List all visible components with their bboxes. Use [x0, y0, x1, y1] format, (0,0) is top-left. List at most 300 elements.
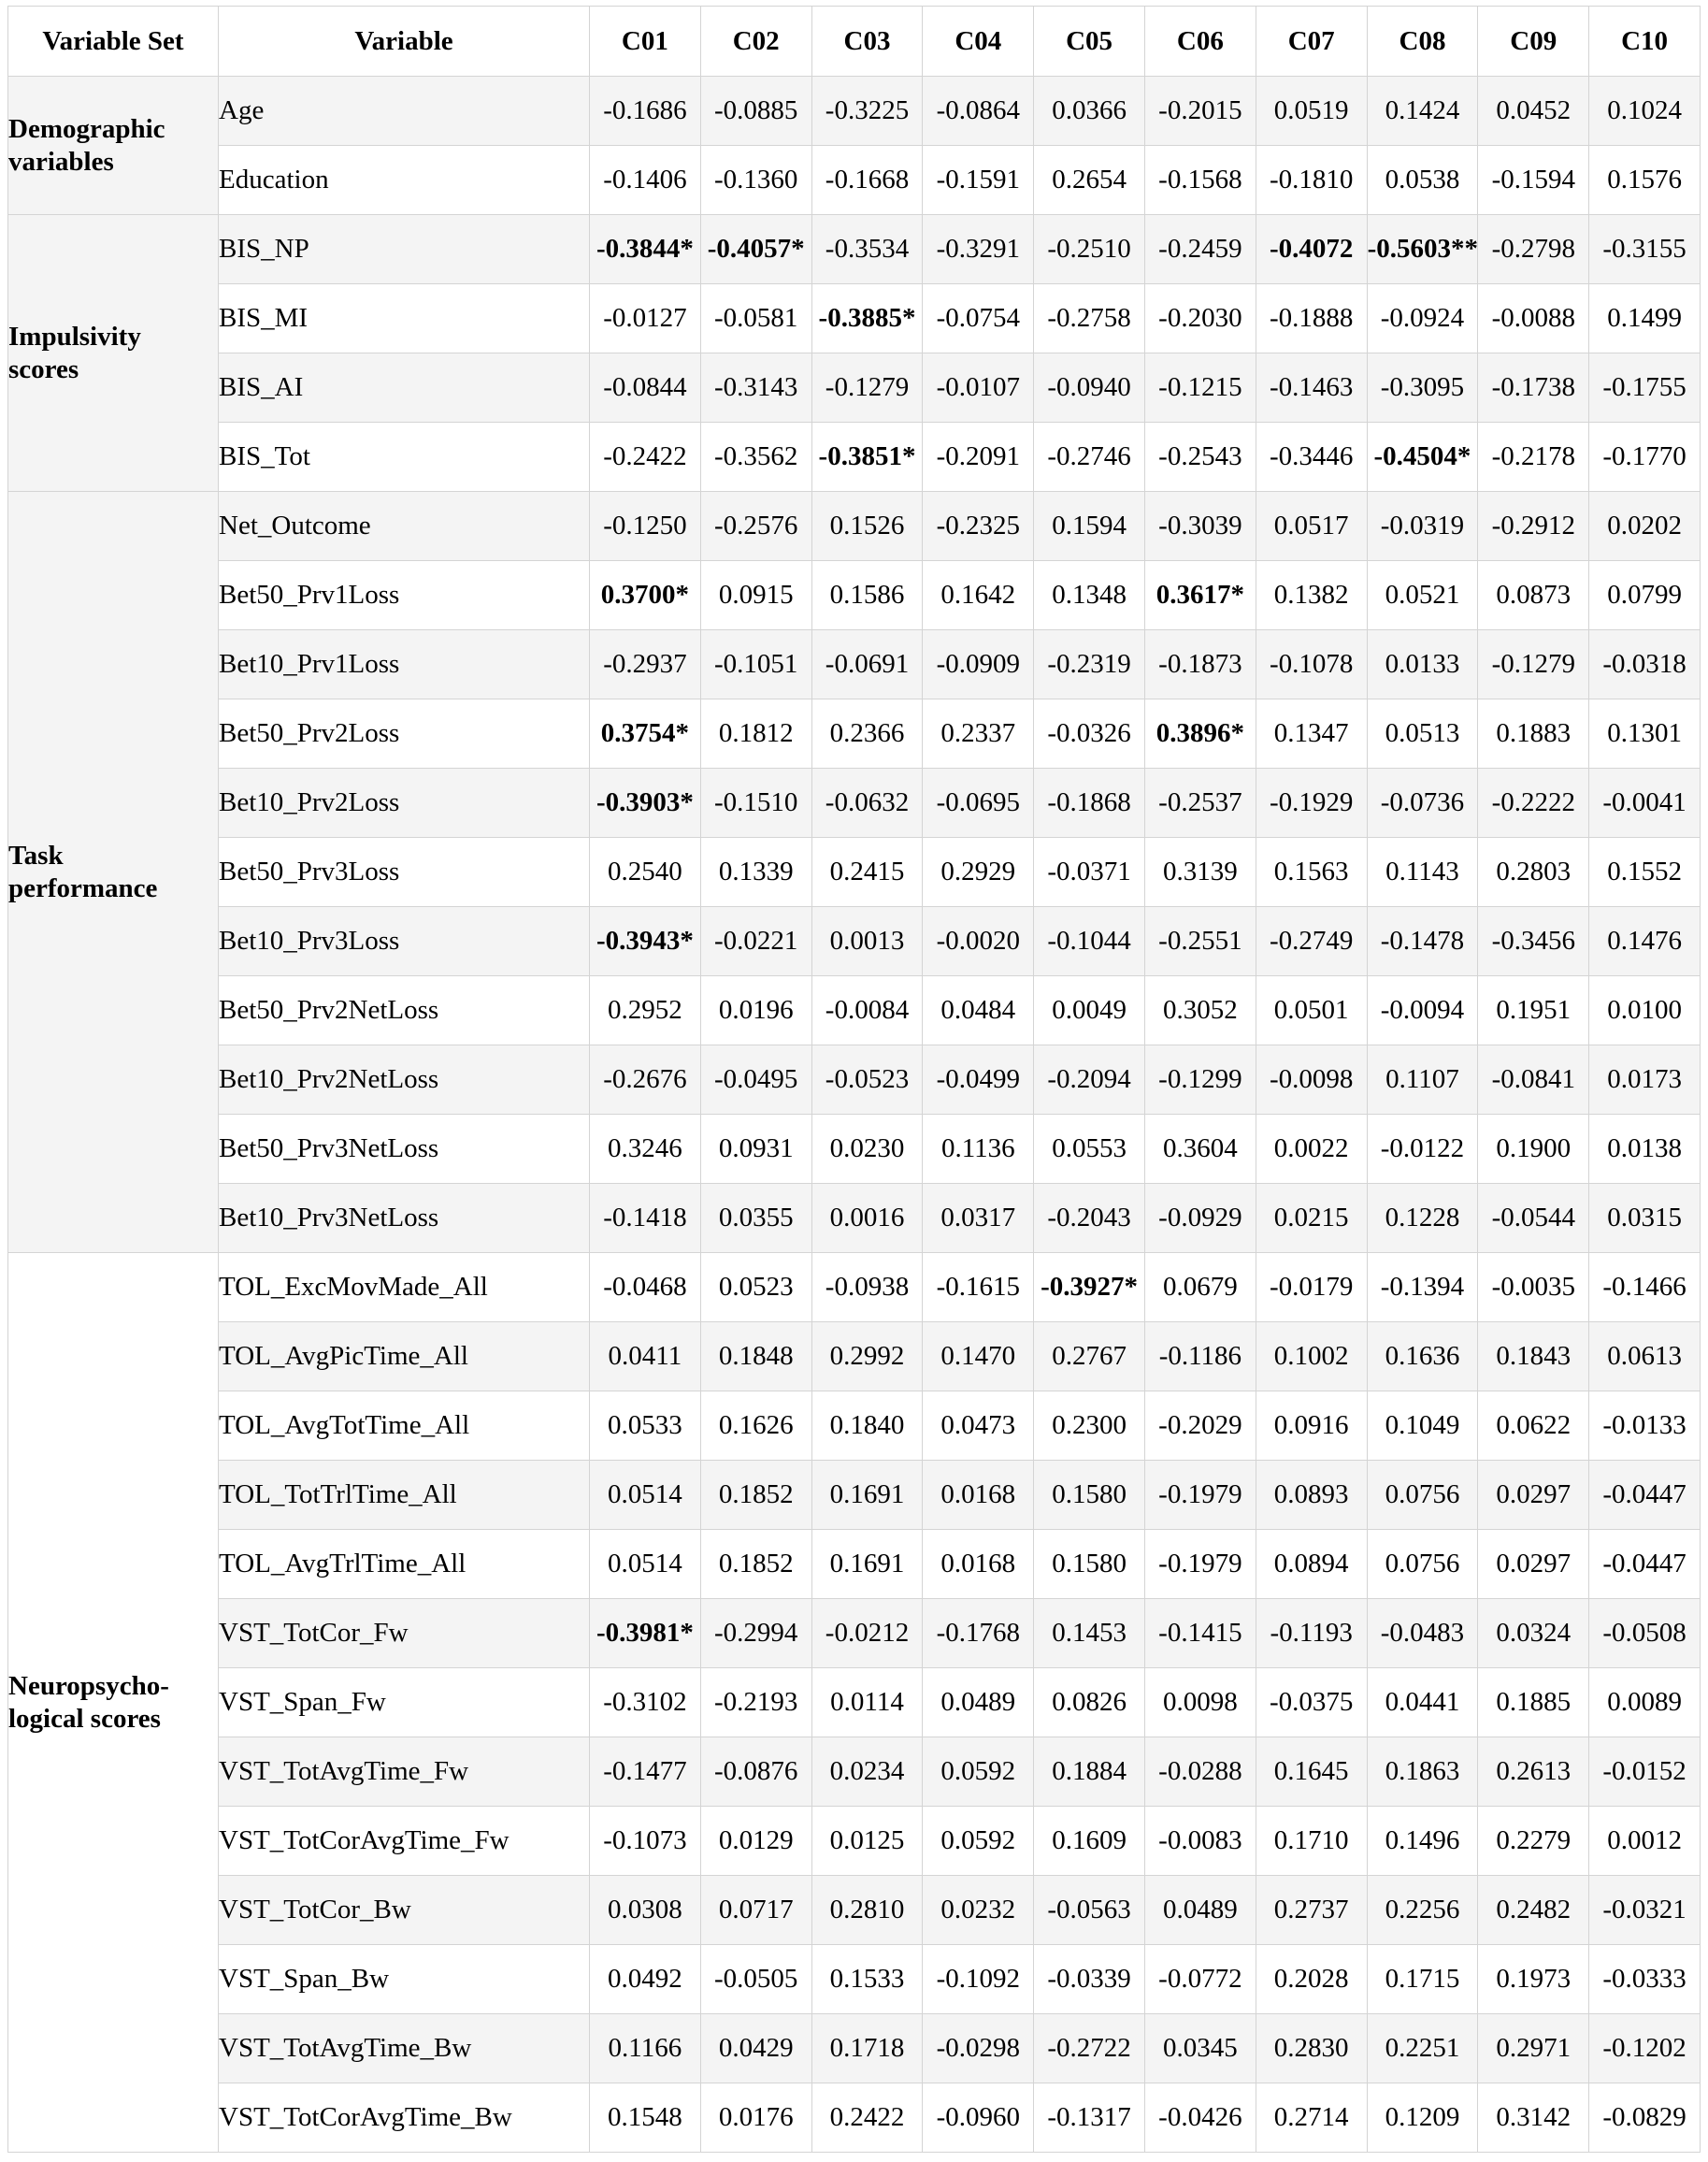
- correlation-value-cell: 0.1476: [1589, 907, 1701, 976]
- correlation-value-cell: 0.0232: [923, 1876, 1034, 1945]
- correlation-value-cell: 0.3604: [1144, 1115, 1256, 1184]
- correlation-value-cell: 0.0519: [1256, 77, 1367, 146]
- correlation-value-cell: -0.1415: [1144, 1599, 1256, 1668]
- correlation-value-cell: -0.3885*: [811, 284, 923, 353]
- correlation-value-cell: 0.1049: [1367, 1391, 1478, 1461]
- correlation-value-cell: 0.0317: [923, 1184, 1034, 1253]
- correlation-value-cell: 0.1002: [1256, 1322, 1367, 1391]
- correlation-value-cell: -0.0088: [1478, 284, 1589, 353]
- correlation-value-cell: 0.1691: [811, 1461, 923, 1530]
- variable-name-cell: TOL_ExcMovMade_All: [219, 1253, 590, 1322]
- correlation-value-cell: -0.0841: [1478, 1045, 1589, 1115]
- correlation-value-cell: -0.0107: [923, 353, 1034, 423]
- correlation-value-cell: 0.0538: [1367, 146, 1478, 215]
- correlation-value-cell: -0.1463: [1256, 353, 1367, 423]
- correlation-value-cell: 0.0297: [1478, 1461, 1589, 1530]
- correlation-value-cell: -0.0938: [811, 1253, 923, 1322]
- variable-name-cell: VST_TotAvgTime_Fw: [219, 1737, 590, 1807]
- variable-name-cell: VST_TotCorAvgTime_Bw: [219, 2083, 590, 2153]
- table-row: [8, 1599, 1701, 1668]
- correlation-value-cell: -0.1478: [1367, 907, 1478, 976]
- correlation-value-cell: 0.3700*: [590, 561, 701, 630]
- variable-name-cell: Bet10_Prv3Loss: [219, 907, 590, 976]
- correlation-value-cell: 0.1347: [1256, 699, 1367, 769]
- correlation-value-cell: 0.1107: [1367, 1045, 1478, 1115]
- correlation-value-cell: 0.2415: [811, 838, 923, 907]
- correlation-value-cell: -0.4057*: [700, 215, 811, 284]
- variable-name-cell: VST_Span_Bw: [219, 1945, 590, 2014]
- correlation-value-cell: 0.2952: [590, 976, 701, 1045]
- correlation-value-cell: 0.1840: [811, 1391, 923, 1461]
- correlation-value-cell: -0.0772: [1144, 1945, 1256, 2014]
- correlation-value-cell: 0.0168: [923, 1461, 1034, 1530]
- correlation-value-cell: -0.2319: [1034, 630, 1145, 699]
- variable-set-label-line: Task: [8, 841, 64, 872]
- variable-name-cell: VST_TotAvgTime_Bw: [219, 2014, 590, 2083]
- correlation-value-cell: 0.0429: [700, 2014, 811, 2083]
- correlation-value-cell: 0.1533: [811, 1945, 923, 2014]
- variable-name-cell: VST_Span_Fw: [219, 1668, 590, 1737]
- table-row: [8, 769, 1701, 838]
- correlation-value-cell: -0.1888: [1256, 284, 1367, 353]
- correlation-value-cell: 0.2810: [811, 1876, 923, 1945]
- variable-name-cell: BIS_Tot: [219, 423, 590, 492]
- correlation-value-cell: -0.2746: [1034, 423, 1145, 492]
- correlation-value-cell: -0.5603**: [1367, 215, 1478, 284]
- correlation-value-cell: 0.0234: [811, 1737, 923, 1807]
- correlation-value-cell: -0.3446: [1256, 423, 1367, 492]
- correlation-value-cell: -0.1738: [1478, 353, 1589, 423]
- column-header-c09: C09: [1478, 7, 1589, 77]
- correlation-value-cell: 0.1348: [1034, 561, 1145, 630]
- correlation-value-cell: 0.2300: [1034, 1391, 1145, 1461]
- correlation-value-cell: -0.2091: [923, 423, 1034, 492]
- correlation-value-cell: -0.2912: [1478, 492, 1589, 561]
- correlation-value-cell: 0.3896*: [1144, 699, 1256, 769]
- table-row: [8, 1115, 1701, 1184]
- correlation-value-cell: -0.4504*: [1367, 423, 1478, 492]
- correlation-value-cell: 0.0473: [923, 1391, 1034, 1461]
- correlation-value-cell: -0.1594: [1478, 146, 1589, 215]
- correlation-value-cell: 0.2803: [1478, 838, 1589, 907]
- table-row: [8, 1945, 1701, 2014]
- correlation-value-cell: 0.3246: [590, 1115, 701, 1184]
- column-header-c10: C10: [1589, 7, 1701, 77]
- correlation-value-cell: -0.0924: [1367, 284, 1478, 353]
- correlation-value-cell: 0.1580: [1034, 1530, 1145, 1599]
- correlation-value-cell: -0.0041: [1589, 769, 1701, 838]
- correlation-value-cell: -0.1078: [1256, 630, 1367, 699]
- correlation-value-cell: 0.1863: [1367, 1737, 1478, 1807]
- correlation-value-cell: 0.1951: [1478, 976, 1589, 1045]
- table-row: [8, 77, 1701, 146]
- correlation-value-cell: -0.0885: [700, 77, 811, 146]
- variable-name-cell: Bet50_Prv2Loss: [219, 699, 590, 769]
- correlation-value-cell: 0.0894: [1256, 1530, 1367, 1599]
- table-row: [8, 284, 1701, 353]
- correlation-value-cell: 0.2028: [1256, 1945, 1367, 2014]
- correlation-value-cell: 0.3142: [1478, 2083, 1589, 2153]
- correlation-value-cell: -0.0499: [923, 1045, 1034, 1115]
- correlation-value-cell: 0.2714: [1256, 2083, 1367, 2153]
- correlation-value-cell: 0.0049: [1034, 976, 1145, 1045]
- correlation-value-cell: -0.2543: [1144, 423, 1256, 492]
- correlation-value-cell: -0.0447: [1589, 1461, 1701, 1530]
- variable-set-label-line: Neuropsycho-: [8, 1671, 169, 1702]
- correlation-value-cell: -0.0844: [590, 353, 701, 423]
- correlation-value-cell: 0.1884: [1034, 1737, 1145, 1807]
- correlation-value-cell: 0.1209: [1367, 2083, 1478, 2153]
- correlation-table: [7, 6, 1701, 2153]
- correlation-value-cell: -0.1868: [1034, 769, 1145, 838]
- correlation-value-cell: 0.1812: [700, 699, 811, 769]
- correlation-value-cell: -0.1770: [1589, 423, 1701, 492]
- correlation-value-cell: 0.2929: [923, 838, 1034, 907]
- variable-name-cell: TOL_AvgPicTime_All: [219, 1322, 590, 1391]
- correlation-value-cell: -0.0695: [923, 769, 1034, 838]
- correlation-value-cell: 0.1382: [1256, 561, 1367, 630]
- variable-set-cell: [8, 77, 219, 215]
- correlation-value-cell: 0.1548: [590, 2083, 701, 2153]
- correlation-value-cell: 0.2654: [1034, 146, 1145, 215]
- correlation-value-cell: 0.0826: [1034, 1668, 1145, 1737]
- correlation-value-cell: -0.0298: [923, 2014, 1034, 2083]
- correlation-value-cell: 0.1228: [1367, 1184, 1478, 1253]
- correlation-value-cell: 0.2279: [1478, 1807, 1589, 1876]
- correlation-value-cell: 0.0613: [1589, 1322, 1701, 1391]
- correlation-value-cell: -0.0691: [811, 630, 923, 699]
- correlation-value-cell: -0.0876: [700, 1737, 811, 1807]
- correlation-value-cell: -0.2015: [1144, 77, 1256, 146]
- correlation-value-cell: 0.3754*: [590, 699, 701, 769]
- table-row: [8, 1045, 1701, 1115]
- correlation-value-cell: -0.1406: [590, 146, 701, 215]
- correlation-value-cell: 0.0016: [811, 1184, 923, 1253]
- correlation-value-cell: -0.1394: [1367, 1253, 1478, 1322]
- correlation-value-cell: 0.0523: [700, 1253, 811, 1322]
- correlation-value-cell: 0.1973: [1478, 1945, 1589, 2014]
- column-header-c08: C08: [1367, 7, 1478, 77]
- correlation-value-cell: -0.0083: [1144, 1807, 1256, 1876]
- correlation-value-cell: -0.0523: [811, 1045, 923, 1115]
- correlation-value-cell: 0.0931: [700, 1115, 811, 1184]
- correlation-value-cell: 0.1594: [1034, 492, 1145, 561]
- correlation-value-cell: 0.0501: [1256, 976, 1367, 1045]
- correlation-value-cell: 0.0196: [700, 976, 811, 1045]
- correlation-value-cell: -0.0581: [700, 284, 811, 353]
- correlation-value-cell: -0.1051: [700, 630, 811, 699]
- correlation-value-cell: -0.0339: [1034, 1945, 1145, 2014]
- correlation-value-cell: 0.2767: [1034, 1322, 1145, 1391]
- correlation-value-cell: -0.3143: [700, 353, 811, 423]
- correlation-value-cell: -0.0736: [1367, 769, 1478, 838]
- correlation-value-cell: -0.1466: [1589, 1253, 1701, 1322]
- table-row: [8, 1876, 1701, 1945]
- correlation-value-cell: 0.0893: [1256, 1461, 1367, 1530]
- variable-name-cell: BIS_MI: [219, 284, 590, 353]
- column-header-c03: C03: [811, 7, 923, 77]
- correlation-value-cell: 0.0125: [811, 1807, 923, 1876]
- correlation-value-cell: -0.1317: [1034, 2083, 1145, 2153]
- correlation-value-cell: -0.0098: [1256, 1045, 1367, 1115]
- correlation-value-cell: 0.2830: [1256, 2014, 1367, 2083]
- table-header: [8, 7, 1701, 77]
- correlation-value-cell: -0.0221: [700, 907, 811, 976]
- variable-name-cell: Education: [219, 146, 590, 215]
- correlation-value-cell: 0.0553: [1034, 1115, 1145, 1184]
- variable-name-cell: Bet50_Prv2NetLoss: [219, 976, 590, 1045]
- correlation-value-cell: -0.3903*: [590, 769, 701, 838]
- correlation-value-cell: -0.2178: [1478, 423, 1589, 492]
- table-row: [8, 215, 1701, 284]
- correlation-value-cell: 0.0089: [1589, 1668, 1701, 1737]
- correlation-value-cell: -0.0318: [1589, 630, 1701, 699]
- correlation-value-cell: -0.0288: [1144, 1737, 1256, 1807]
- correlation-value-cell: 0.2737: [1256, 1876, 1367, 1945]
- table-row: [8, 1253, 1701, 1322]
- correlation-value-cell: 0.0679: [1144, 1253, 1256, 1322]
- correlation-value-cell: 0.0345: [1144, 2014, 1256, 2083]
- correlation-value-cell: 0.1885: [1478, 1668, 1589, 1737]
- correlation-value-cell: -0.1186: [1144, 1322, 1256, 1391]
- correlation-value-cell: -0.2937: [590, 630, 701, 699]
- correlation-value-cell: -0.1202: [1589, 2014, 1701, 2083]
- correlation-value-cell: -0.3562: [700, 423, 811, 492]
- correlation-value-cell: -0.2994: [700, 1599, 811, 1668]
- table-row: [8, 1530, 1701, 1599]
- column-header-c07: C07: [1256, 7, 1367, 77]
- correlation-value-cell: -0.1279: [1478, 630, 1589, 699]
- correlation-value-cell: 0.0489: [1144, 1876, 1256, 1945]
- table-row: [8, 1461, 1701, 1530]
- table-row: [8, 630, 1701, 699]
- column-header-variable-set: Variable Set: [8, 7, 219, 77]
- correlation-value-cell: -0.0326: [1034, 699, 1145, 769]
- variable-name-cell: Bet50_Prv1Loss: [219, 561, 590, 630]
- correlation-value-cell: -0.3456: [1478, 907, 1589, 976]
- correlation-value-cell: 0.3052: [1144, 976, 1256, 1045]
- correlation-value-cell: -0.1279: [811, 353, 923, 423]
- table-row: [8, 1322, 1701, 1391]
- correlation-value-cell: -0.1418: [590, 1184, 701, 1253]
- table-row: [8, 146, 1701, 215]
- correlation-value-cell: 0.1496: [1367, 1807, 1478, 1876]
- correlation-value-cell: 0.1339: [700, 838, 811, 907]
- correlation-value-cell: 0.2422: [811, 2083, 923, 2153]
- correlation-value-cell: -0.1873: [1144, 630, 1256, 699]
- variable-name-cell: Bet10_Prv3NetLoss: [219, 1184, 590, 1253]
- correlation-value-cell: 0.0484: [923, 976, 1034, 1045]
- correlation-value-cell: -0.1477: [590, 1737, 701, 1807]
- correlation-value-cell: 0.2540: [590, 838, 701, 907]
- correlation-value-cell: 0.0098: [1144, 1668, 1256, 1737]
- correlation-value-cell: 0.1470: [923, 1322, 1034, 1391]
- correlation-value-cell: 0.0355: [700, 1184, 811, 1253]
- correlation-value-cell: -0.0468: [590, 1253, 701, 1322]
- table-row: [8, 2083, 1701, 2153]
- correlation-value-cell: 0.1645: [1256, 1737, 1367, 1807]
- correlation-value-cell: 0.1576: [1589, 146, 1701, 215]
- correlation-value-cell: 0.0176: [700, 2083, 811, 2153]
- correlation-value-cell: -0.2676: [590, 1045, 701, 1115]
- table-row: [8, 699, 1701, 769]
- correlation-value-cell: -0.2459: [1144, 215, 1256, 284]
- variable-set-label-line: Impulsivity: [8, 322, 141, 353]
- header-row: [8, 7, 1701, 77]
- correlation-value-cell: -0.3039: [1144, 492, 1256, 561]
- correlation-value-cell: -0.0333: [1589, 1945, 1701, 2014]
- correlation-value-cell: -0.0094: [1367, 976, 1478, 1045]
- variable-set-label-line: variables: [8, 146, 114, 177]
- correlation-value-cell: 0.1718: [811, 2014, 923, 2083]
- correlation-value-cell: 0.1166: [590, 2014, 701, 2083]
- correlation-value-cell: 0.0114: [811, 1668, 923, 1737]
- table-row: [8, 1737, 1701, 1807]
- variable-name-cell: TOL_AvgTotTime_All: [219, 1391, 590, 1461]
- table-row: [8, 838, 1701, 907]
- correlation-value-cell: 0.0324: [1478, 1599, 1589, 1668]
- correlation-value-cell: 0.0202: [1589, 492, 1701, 561]
- correlation-value-cell: -0.1929: [1256, 769, 1367, 838]
- correlation-value-cell: -0.2722: [1034, 2014, 1145, 2083]
- column-header-c05: C05: [1034, 7, 1145, 77]
- variable-set-label-line: logical scores: [8, 1703, 161, 1734]
- correlation-value-cell: -0.0426: [1144, 2083, 1256, 2153]
- correlation-value-cell: 0.1715: [1367, 1945, 1478, 2014]
- correlation-value-cell: -0.3225: [811, 77, 923, 146]
- variable-name-cell: VST_TotCor_Fw: [219, 1599, 590, 1668]
- correlation-value-cell: -0.1979: [1144, 1530, 1256, 1599]
- correlation-value-cell: 0.0756: [1367, 1530, 1478, 1599]
- variable-set-cell: [8, 215, 219, 492]
- correlation-value-cell: -0.2749: [1256, 907, 1367, 976]
- correlation-value-cell: 0.0411: [590, 1322, 701, 1391]
- correlation-value-cell: 0.1609: [1034, 1807, 1145, 1876]
- correlation-value-cell: 0.1424: [1367, 77, 1478, 146]
- correlation-value-cell: 0.2992: [811, 1322, 923, 1391]
- correlation-value-cell: -0.0319: [1367, 492, 1478, 561]
- correlation-value-cell: 0.0873: [1478, 561, 1589, 630]
- correlation-value-cell: 0.3617*: [1144, 561, 1256, 630]
- correlation-value-cell: -0.2193: [700, 1668, 811, 1737]
- variable-name-cell: BIS_NP: [219, 215, 590, 284]
- correlation-value-cell: -0.0152: [1589, 1737, 1701, 1807]
- correlation-value-cell: -0.2758: [1034, 284, 1145, 353]
- correlation-value-cell: 0.1586: [811, 561, 923, 630]
- correlation-value-cell: 0.0013: [811, 907, 923, 976]
- correlation-value-cell: -0.2551: [1144, 907, 1256, 976]
- correlation-value-cell: 0.0100: [1589, 976, 1701, 1045]
- correlation-value-cell: -0.4072: [1256, 215, 1367, 284]
- correlation-value-cell: -0.0544: [1478, 1184, 1589, 1253]
- correlation-value-cell: -0.0495: [700, 1045, 811, 1115]
- correlation-value-cell: 0.0521: [1367, 561, 1478, 630]
- correlation-value-cell: 0.1143: [1367, 838, 1478, 907]
- correlation-value-cell: -0.3927*: [1034, 1253, 1145, 1322]
- correlation-value-cell: 0.2482: [1478, 1876, 1589, 1945]
- correlation-value-cell: 0.0315: [1589, 1184, 1701, 1253]
- correlation-value-cell: -0.3291: [923, 215, 1034, 284]
- column-header-c06: C06: [1144, 7, 1256, 77]
- correlation-value-cell: -0.0508: [1589, 1599, 1701, 1668]
- variable-name-cell: Bet10_Prv2NetLoss: [219, 1045, 590, 1115]
- correlation-value-cell: 0.0215: [1256, 1184, 1367, 1253]
- variable-name-cell: Age: [219, 77, 590, 146]
- correlation-value-cell: -0.2029: [1144, 1391, 1256, 1461]
- correlation-value-cell: -0.1979: [1144, 1461, 1256, 1530]
- correlation-value-cell: -0.1044: [1034, 907, 1145, 976]
- correlation-value-cell: -0.0632: [811, 769, 923, 838]
- correlation-value-cell: 0.2613: [1478, 1737, 1589, 1807]
- correlation-value-cell: 0.1636: [1367, 1322, 1478, 1391]
- variable-name-cell: Net_Outcome: [219, 492, 590, 561]
- correlation-value-cell: 0.0622: [1478, 1391, 1589, 1461]
- correlation-value-cell: 0.2256: [1367, 1876, 1478, 1945]
- correlation-value-cell: 0.0308: [590, 1876, 701, 1945]
- variable-name-cell: Bet50_Prv3Loss: [219, 838, 590, 907]
- correlation-value-cell: -0.0020: [923, 907, 1034, 976]
- correlation-value-cell: 0.0452: [1478, 77, 1589, 146]
- correlation-value-cell: 0.1710: [1256, 1807, 1367, 1876]
- variable-set-cell: [8, 492, 219, 1253]
- correlation-value-cell: 0.0756: [1367, 1461, 1478, 1530]
- correlation-value-cell: 0.1691: [811, 1530, 923, 1599]
- correlation-value-cell: 0.1642: [923, 561, 1034, 630]
- correlation-value-cell: 0.0012: [1589, 1807, 1701, 1876]
- correlation-value-cell: -0.3534: [811, 215, 923, 284]
- correlation-value-cell: -0.1615: [923, 1253, 1034, 1322]
- variable-name-cell: VST_TotCorAvgTime_Fw: [219, 1807, 590, 1876]
- correlation-value-cell: -0.1686: [590, 77, 701, 146]
- correlation-value-cell: 0.0492: [590, 1945, 701, 2014]
- correlation-value-cell: 0.0513: [1367, 699, 1478, 769]
- table-row: [8, 1391, 1701, 1461]
- correlation-value-cell: -0.0133: [1589, 1391, 1701, 1461]
- correlation-value-cell: 0.0133: [1367, 630, 1478, 699]
- correlation-value-cell: 0.0799: [1589, 561, 1701, 630]
- correlation-value-cell: 0.1852: [700, 1461, 811, 1530]
- correlation-value-cell: -0.3981*: [590, 1599, 701, 1668]
- correlation-value-cell: 0.0230: [811, 1115, 923, 1184]
- correlation-value-cell: 0.1526: [811, 492, 923, 561]
- column-header-variable: Variable: [219, 7, 590, 77]
- correlation-value-cell: 0.2971: [1478, 2014, 1589, 2083]
- correlation-value-cell: 0.0533: [590, 1391, 701, 1461]
- correlation-value-cell: -0.2325: [923, 492, 1034, 561]
- correlation-value-cell: -0.0505: [700, 1945, 811, 2014]
- variable-set-cell: [8, 1253, 219, 2153]
- correlation-value-cell: -0.3943*: [590, 907, 701, 976]
- correlation-value-cell: 0.1301: [1589, 699, 1701, 769]
- correlation-value-cell: -0.2043: [1034, 1184, 1145, 1253]
- correlation-value-cell: -0.0035: [1478, 1253, 1589, 1322]
- correlation-value-cell: -0.2798: [1478, 215, 1589, 284]
- variable-name-cell: BIS_AI: [219, 353, 590, 423]
- correlation-value-cell: -0.2576: [700, 492, 811, 561]
- correlation-value-cell: 0.2366: [811, 699, 923, 769]
- correlation-value-cell: 0.1499: [1589, 284, 1701, 353]
- variable-set-label-line: performance: [8, 872, 158, 903]
- correlation-value-cell: 0.1852: [700, 1530, 811, 1599]
- correlation-value-cell: -0.0321: [1589, 1876, 1701, 1945]
- variable-set-label-line: Demographic: [8, 114, 165, 145]
- correlation-value-cell: 0.0717: [700, 1876, 811, 1945]
- correlation-value-cell: 0.0514: [590, 1461, 701, 1530]
- variable-name-cell: Bet10_Prv1Loss: [219, 630, 590, 699]
- correlation-value-cell: 0.0138: [1589, 1115, 1701, 1184]
- correlation-value-cell: -0.3095: [1367, 353, 1478, 423]
- correlation-value-cell: -0.1073: [590, 1807, 701, 1876]
